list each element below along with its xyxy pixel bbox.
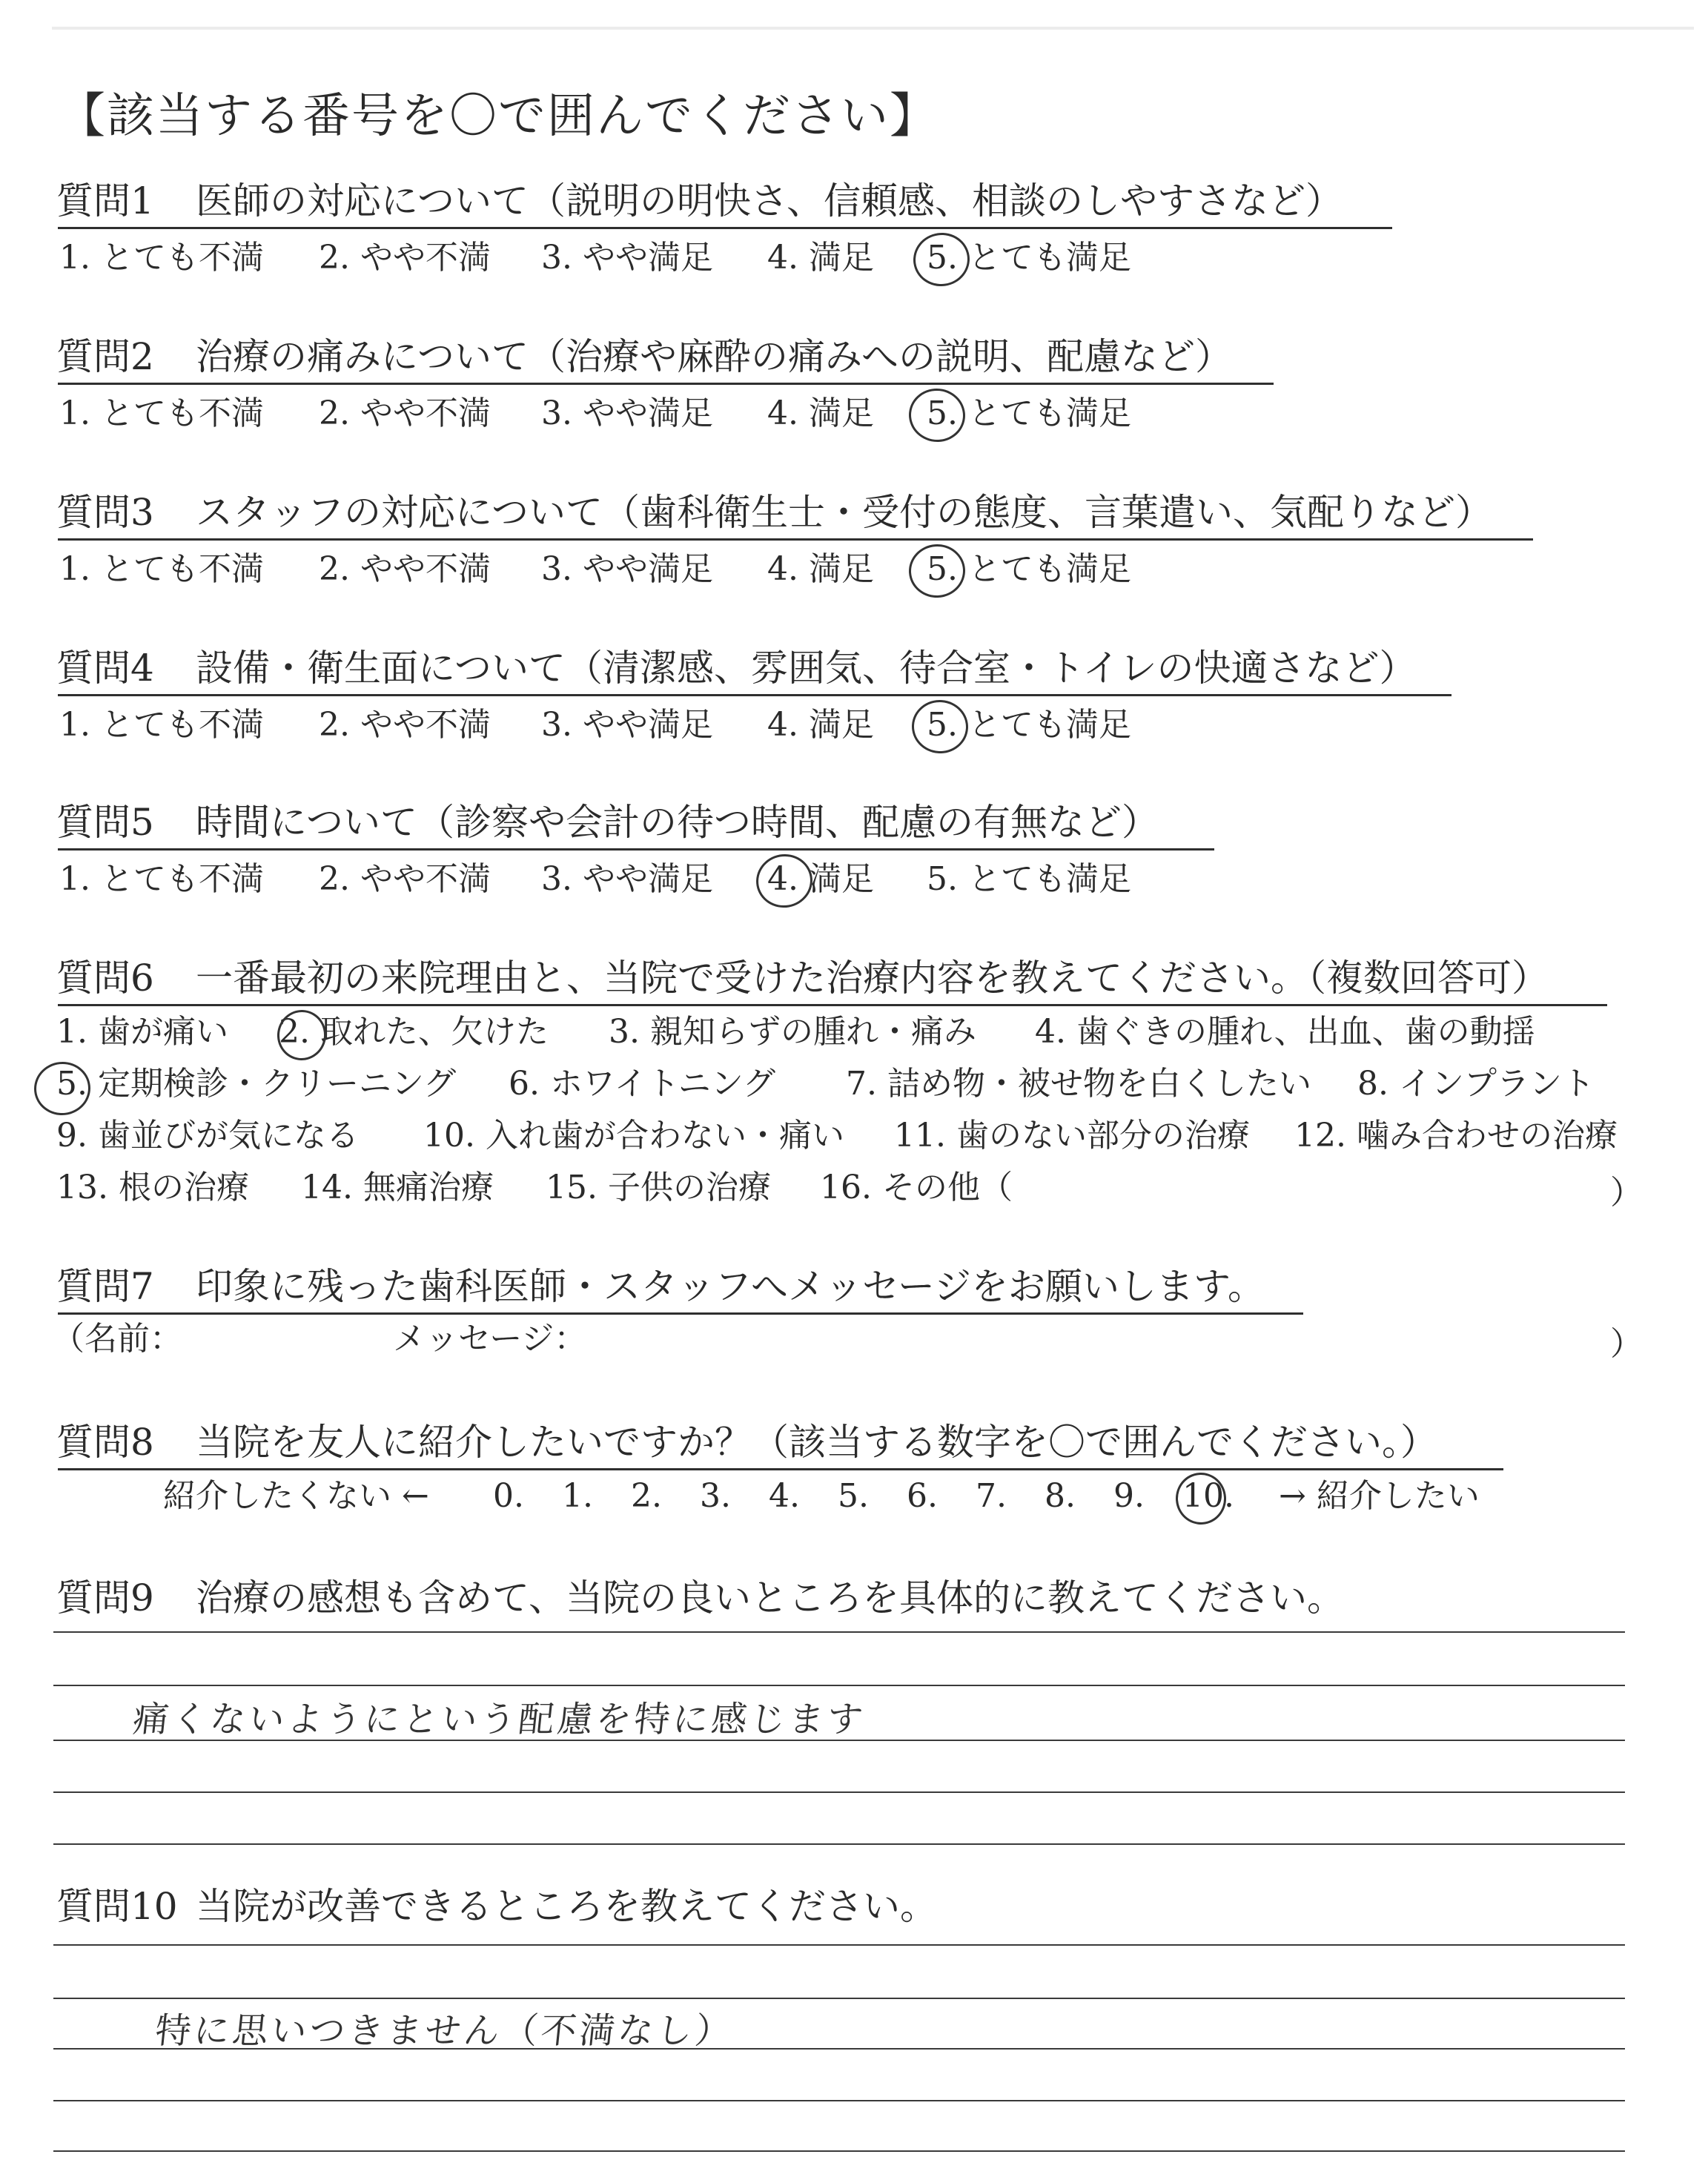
question-2-underline: [58, 383, 1274, 385]
q9-writing-line-4: [53, 1791, 1625, 1793]
q8-option-3[interactable]: 3.: [700, 1477, 731, 1515]
question-6-number: 質問6: [56, 957, 154, 1000]
q6-option-8[interactable]: 8. インプラント: [1357, 1065, 1595, 1103]
top-border: [52, 27, 1694, 30]
q9-writing-line-2: [53, 1685, 1625, 1686]
q3-option-2[interactable]: 2. やや不満: [319, 550, 491, 588]
q8-right-label: → 紹介したい: [1279, 1477, 1480, 1515]
question-5-text: 時間について（診察や会計の待つ時間、配慮の有無など）: [196, 801, 1159, 844]
q4-option-5[interactable]: 5. とても満足: [927, 706, 1131, 744]
question-7-underline: [58, 1312, 1303, 1315]
question-7: [56, 1261, 1265, 1312]
q10-writing-line-2: [53, 1998, 1625, 1999]
q1-option-5[interactable]: 5. とても満足: [927, 239, 1131, 277]
q2-option-5[interactable]: 5. とても満足: [927, 394, 1131, 432]
q8-option-7[interactable]: 7.: [976, 1477, 1007, 1515]
question-4-number: 質問4: [56, 647, 154, 690]
question-10: [56, 1880, 937, 1932]
question-6-text: 一番最初の来院理由と、当院で受けた治療内容を教えてください。（複数回答可）: [196, 957, 1549, 1000]
question-8-underline: [58, 1468, 1503, 1470]
q9-writing-line-5: [53, 1843, 1625, 1845]
form-title: 【該当する番号を〇で囲んでください】: [58, 89, 939, 144]
q6-option-2[interactable]: 2. 取れた、欠けた: [279, 1013, 549, 1051]
q3-option-3[interactable]: 3. やや満足: [541, 550, 713, 588]
q8-option-4[interactable]: 4.: [769, 1477, 800, 1515]
q9-handwritten-answer[interactable]: 痛くないようにという配慮を特に感じます: [130, 1699, 868, 1740]
q1-option-2[interactable]: 2. やや不満: [319, 239, 491, 277]
q10-writing-line-4: [53, 2100, 1625, 2101]
q1-option-4[interactable]: 4. 満足: [767, 239, 874, 277]
q8-option-9[interactable]: 9.: [1113, 1477, 1145, 1515]
q6-option-13[interactable]: 13. 根の治療: [56, 1169, 249, 1206]
question-8-text: 当院を友人に紹介したいですか？（該当する数字を〇で囲んでください。）: [196, 1421, 1437, 1464]
q6-option-12[interactable]: 12. 噛み合わせの治療: [1294, 1117, 1618, 1155]
question-10-text: 当院が改善できるところを教えてください。: [196, 1885, 937, 1928]
q6-option-6[interactable]: 6. ホワイトニング: [509, 1065, 776, 1103]
question-5-underline: [58, 848, 1214, 851]
q7-close-paren: ）: [1610, 1325, 1643, 1363]
question-6-underline: [58, 1004, 1607, 1006]
question-2: [56, 331, 1232, 383]
q3-option-1[interactable]: 1. とても不満: [59, 550, 264, 588]
question-9-number: 質問9: [56, 1576, 154, 1619]
q2-option-1[interactable]: 1. とても不満: [59, 394, 264, 432]
q6-option-16[interactable]: 16. その他（: [820, 1169, 1013, 1206]
question-10-number: 質問10: [56, 1885, 178, 1928]
q2-option-2[interactable]: 2. やや不満: [319, 394, 491, 432]
q5-option-5[interactable]: 5. とても満足: [927, 860, 1131, 898]
question-2-text: 治療の痛みについて（治療や麻酔の痛みへの説明、配慮など）: [196, 335, 1232, 378]
question-4-text: 設備・衛生面について（清潔感、雰囲気、待合室・トイレの快適さなど）: [196, 647, 1417, 690]
q8-option-1[interactable]: 1.: [562, 1477, 593, 1515]
q6-option-15[interactable]: 15. 子供の治療: [546, 1169, 771, 1206]
q8-option-8[interactable]: 8.: [1045, 1477, 1076, 1515]
q3-option-5[interactable]: 5. とても満足: [927, 550, 1131, 588]
q8-option-2[interactable]: 2.: [631, 1477, 662, 1515]
question-8: [56, 1416, 1437, 1468]
q6-option-1[interactable]: 1. 歯が痛い: [56, 1013, 228, 1051]
q8-option-10[interactable]: 10.: [1182, 1477, 1234, 1515]
q5-option-3[interactable]: 3. やや満足: [541, 860, 713, 898]
q7-message-label[interactable]: メッセージ：: [393, 1320, 587, 1358]
q2-option-3[interactable]: 3. やや満足: [541, 394, 713, 432]
question-6: [56, 952, 1549, 1004]
question-4: [56, 642, 1417, 694]
q4-option-1[interactable]: 1. とても不満: [59, 706, 264, 744]
q1-option-1[interactable]: 1. とても不満: [59, 239, 264, 277]
question-3-text: スタッフの対応について（歯科衛生士・受付の態度、言葉遣い、気配りなど）: [196, 491, 1492, 534]
q6-other-close-paren: ）: [1610, 1174, 1643, 1212]
q6-option-9[interactable]: 9. 歯並びが気になる: [56, 1117, 359, 1155]
q6-option-3[interactable]: 3. 親知らずの腫れ・痛み: [609, 1013, 976, 1051]
q9-writing-line-1: [53, 1631, 1625, 1633]
question-5-number: 質問5: [56, 801, 154, 844]
q8-option-6[interactable]: 6.: [907, 1477, 938, 1515]
q4-option-4[interactable]: 4. 満足: [767, 706, 874, 744]
question-1-number: 質問1: [56, 179, 154, 222]
q4-option-3[interactable]: 3. やや満足: [541, 706, 713, 744]
q8-option-0[interactable]: 0.: [493, 1477, 524, 1515]
q10-writing-line-1: [53, 1944, 1625, 1946]
q5-option-1[interactable]: 1. とても不満: [59, 860, 264, 898]
question-4-underline: [58, 694, 1452, 696]
question-9-text: 治療の感想も含めて、当院の良いところを具体的に教えてください。: [196, 1576, 1344, 1619]
q5-option-4[interactable]: 4. 満足: [767, 860, 874, 898]
q8-option-5[interactable]: 5.: [838, 1477, 869, 1515]
question-1-text: 医師の対応について（説明の明快さ、信頼感、相談のしやすさなど）: [196, 179, 1343, 222]
question-8-number: 質問8: [56, 1421, 154, 1464]
q6-option-11[interactable]: 11. 歯のない部分の治療: [894, 1117, 1250, 1155]
q6-option-7[interactable]: 7. 詰め物・被せ物を白くしたい: [846, 1065, 1311, 1103]
q3-option-4[interactable]: 4. 満足: [767, 550, 874, 588]
question-7-number: 質問7: [56, 1265, 154, 1308]
q7-name-label[interactable]: （名前：: [52, 1320, 182, 1358]
q8-left-label: 紹介したくない ←: [163, 1477, 429, 1515]
q2-option-4[interactable]: 4. 満足: [767, 394, 874, 432]
question-3-underline: [58, 538, 1533, 541]
q6-option-5[interactable]: 5. 定期検診・クリーニング: [56, 1065, 457, 1103]
question-5: [56, 796, 1159, 848]
q6-option-14[interactable]: 14. 無痛治療: [301, 1169, 494, 1206]
question-3-number: 質問3: [56, 491, 154, 534]
question-1-underline: [58, 227, 1392, 229]
question-7-text: 印象に残った歯科医師・スタッフへメッセージをお願いします。: [196, 1265, 1265, 1308]
q5-option-2[interactable]: 2. やや不満: [319, 860, 491, 898]
q10-writing-line-5: [53, 2150, 1625, 2152]
question-1: [56, 175, 1343, 227]
q10-handwritten-answer[interactable]: 特に思いつきません（不満なし）: [153, 2010, 736, 2052]
q6-option-10[interactable]: 10. 入れ歯が合わない・痛い: [423, 1117, 844, 1155]
q1-option-3[interactable]: 3. やや満足: [541, 239, 713, 277]
q4-option-2[interactable]: 2. やや不満: [319, 706, 491, 744]
q6-option-4[interactable]: 4. 歯ぐきの腫れ、出血、歯の動揺: [1035, 1013, 1535, 1051]
question-9: [56, 1572, 1344, 1624]
question-3: [56, 486, 1492, 538]
question-2-number: 質問2: [56, 335, 154, 378]
